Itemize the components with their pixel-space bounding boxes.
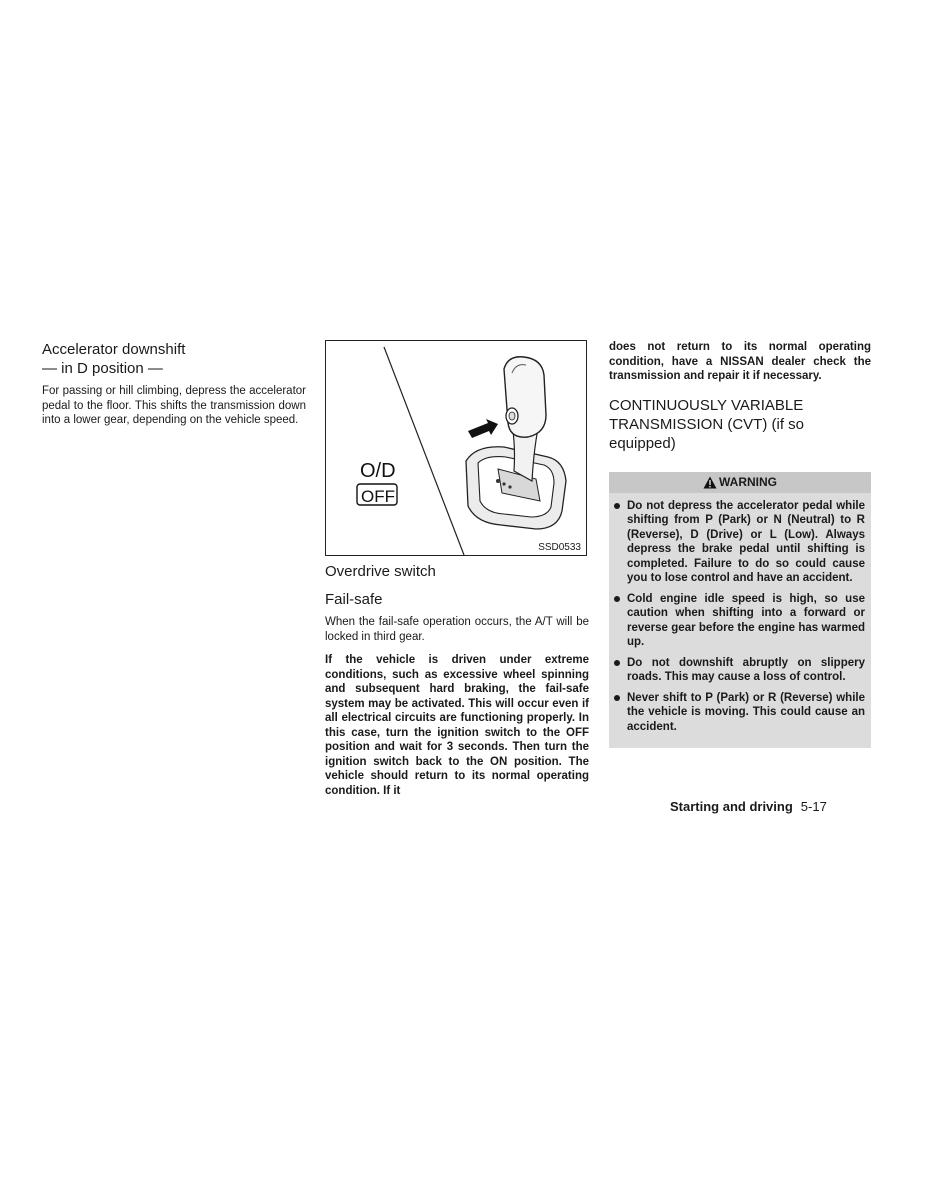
column-left bbox=[42, 340, 306, 428]
column-middle bbox=[325, 340, 589, 798]
warning-item bbox=[627, 592, 867, 650]
failsafe-paragraph: When the fail-safe operation occurs, the A/T will be locked in third gear. bbox=[325, 616, 589, 643]
off-label: OFF bbox=[361, 487, 395, 506]
shift-lever-illustration bbox=[326, 341, 587, 556]
continued-paragraph: does not return to its normal operating condition, have a NISSAN dealer check the transmission and repair it if necessary. bbox=[609, 341, 871, 382]
bullet-icon bbox=[614, 596, 620, 602]
figure-caption: Overdrive switch bbox=[325, 563, 436, 580]
footer-section: Starting and driving bbox=[670, 799, 793, 814]
warning-item-text: Do not depress the accelerator pedal while shifting from P (Park) or N (Neutral) to R (Reverse), D (Drive) or L (Low). Always depress the brake pedal until shifting is completed. Failure to do so could cause you to lose control and have an accident. bbox=[627, 499, 865, 584]
bullet-icon bbox=[614, 660, 620, 666]
overdrive-switch-figure bbox=[325, 340, 587, 556]
accelerator-downshift-heading bbox=[42, 340, 306, 378]
warning-header bbox=[609, 472, 871, 493]
failsafe-bold-paragraph: If the vehicle is driven under extreme conditions, such as excessive wheel spinning and subsequent hard braking, the fail-safe system may be activated. This will occur even if all electrical circuits are functioning properly. In this case, turn the ignition switch to the OFF position and wait for 3 seconds. Then turn the ignition switch back to the ON position. The vehicle should return to its normal operating condition. If it bbox=[325, 654, 589, 797]
warning-item bbox=[627, 656, 867, 685]
heading-line-2: — in D position — bbox=[42, 360, 163, 377]
warning-item-text: Cold engine idle speed is high, so use caution when shifting into a forward or reverse gear before the engine has warmed up. bbox=[627, 592, 865, 648]
bullet-icon bbox=[614, 695, 620, 701]
page-number: 5-17 bbox=[800, 799, 827, 814]
figure-code: SSD0533 bbox=[538, 542, 581, 553]
accelerator-downshift-paragraph: For passing or hill climbing, depress the accelerator pedal to the floor. This shifts the transmission down into a lower gear, depending on the vehicle speed. bbox=[42, 385, 306, 426]
warning-item-text: Never shift to P (Park) or R (Reverse) while the vehicle is moving. This could cause an accident. bbox=[627, 691, 865, 733]
failsafe-heading: Fail-safe bbox=[325, 591, 383, 608]
warning-title: WARNING bbox=[719, 475, 777, 489]
od-label: O/D bbox=[360, 460, 396, 482]
bullet-icon bbox=[614, 503, 620, 509]
warning-list bbox=[609, 493, 871, 735]
warning-item bbox=[627, 691, 867, 735]
warning-box bbox=[609, 472, 871, 749]
page-footer bbox=[670, 799, 827, 814]
warning-item bbox=[627, 499, 867, 586]
warning-triangle-icon bbox=[703, 476, 717, 489]
heading-line-1: Accelerator downshift bbox=[42, 341, 186, 358]
warning-item-text: Do not downshift abruptly on slippery roads. This may cause a loss of control. bbox=[627, 656, 865, 683]
cvt-heading: CONTINUOUSLY VARIABLE TRANSMISSION (CVT) (if so equipped) bbox=[609, 396, 805, 452]
column-right bbox=[609, 340, 871, 748]
